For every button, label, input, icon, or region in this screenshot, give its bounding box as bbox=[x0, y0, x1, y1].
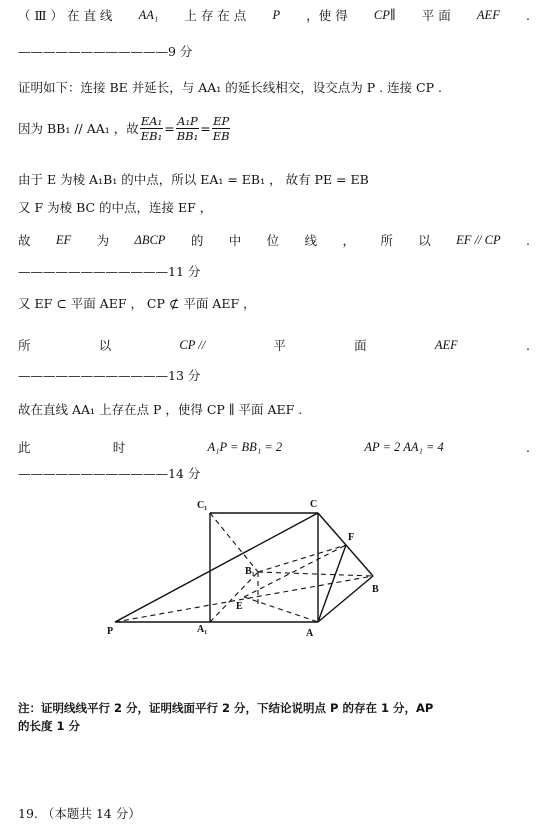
label-b1: B₁ bbox=[245, 566, 255, 577]
line-1-end: . bbox=[526, 7, 530, 23]
word: 面 bbox=[354, 338, 367, 353]
score-label: 11 分 bbox=[168, 264, 201, 279]
connect-ef-line: 又 F 为棱 BC 的中点，连接 EF ， bbox=[18, 200, 213, 215]
line-1-aef: AEF bbox=[476, 7, 500, 22]
word: CP // bbox=[179, 337, 206, 352]
word: 线 bbox=[304, 233, 318, 248]
line-e-a bbox=[244, 597, 318, 622]
score-label: 9 分 bbox=[168, 44, 193, 59]
line-1-plane: 平 面 bbox=[421, 8, 451, 23]
label-c: C bbox=[310, 499, 318, 510]
edge-c-b bbox=[318, 513, 373, 576]
word: AP = 2 AA₁ = 4 bbox=[364, 439, 444, 454]
word: 故 bbox=[18, 233, 31, 248]
word: 所 bbox=[18, 338, 31, 353]
grading-note-2: 的长度 1 分 bbox=[18, 719, 81, 733]
line-1-prefix: （ Ⅲ ） 在 直 线 bbox=[18, 8, 113, 23]
label-c1: C₁ bbox=[197, 500, 208, 511]
word: ΔBCP bbox=[134, 232, 166, 247]
word: 此 bbox=[18, 440, 31, 455]
word: 位 bbox=[266, 233, 280, 248]
label-a: A bbox=[306, 628, 314, 639]
grading-note-1: 注：证明线线平行 2 分，证明线面平行 2 分，下结论说明点 P 的存在 1 分，AP bbox=[18, 701, 434, 715]
label-a1: A₁ bbox=[197, 624, 208, 635]
line-1-mid: 上 存 在 点 bbox=[184, 8, 247, 23]
line-p-c bbox=[115, 513, 318, 622]
label-p: P bbox=[107, 626, 114, 637]
equals-sign: = bbox=[164, 120, 175, 136]
subset-line: 又 EF ⊂ 平面 AEF ， CP ⊄ 平面 AEF ， bbox=[18, 296, 256, 311]
equals-sign: = bbox=[200, 120, 211, 136]
label-f: F bbox=[348, 532, 355, 543]
word: A₁P = BB₁ = 2 bbox=[207, 439, 283, 454]
word: AEF bbox=[434, 337, 458, 352]
word: EF // CP bbox=[456, 232, 501, 247]
word: 平 bbox=[273, 338, 286, 353]
word: EF bbox=[55, 232, 72, 247]
line-e-f bbox=[244, 545, 346, 597]
proof-intro: 证明如下：连接 BE 并延长，与 AA₁ 的延长线相交，设交点为 P . 连接 CP . bbox=[18, 80, 442, 95]
label-e: E bbox=[236, 601, 243, 612]
edge-b1-b bbox=[258, 572, 373, 576]
question-19-header: 19. （本题共 14 分） bbox=[18, 806, 141, 821]
label-b: B bbox=[372, 584, 379, 595]
line-p-b bbox=[115, 576, 373, 622]
word: 中 bbox=[228, 233, 242, 248]
dash-rule: ———————————— bbox=[18, 466, 168, 481]
dash-rule: ———————————— bbox=[18, 368, 168, 383]
fraction-3: $\frac{EP}{EB}$ bbox=[212, 114, 230, 143]
word: ， bbox=[342, 233, 355, 248]
word: 的 bbox=[190, 233, 204, 248]
fraction-2: $\frac{\text{A₁P}}{\text{BB₁}}$ bbox=[176, 114, 199, 143]
edge-a1-b1 bbox=[210, 572, 258, 622]
fraction-1: $\frac{\text{EA₁}}{\text{EB₁}}$ bbox=[140, 114, 163, 143]
line-1-p: P bbox=[272, 7, 281, 22]
edge-c1-b1 bbox=[210, 513, 258, 572]
score-label: 13 分 bbox=[168, 368, 201, 383]
existence-line: 故在直线 AA₁ 上存在点 P ，使得 CP ∥ 平面 AEF . bbox=[18, 402, 303, 417]
dash-rule: ———————————— bbox=[18, 264, 168, 279]
midpoint-line: 由于 E 为棱 A₁B₁ 的中点，所以 EA₁ = EB₁ ， 故有 PE = EB bbox=[18, 172, 369, 187]
word: . bbox=[525, 439, 530, 455]
word: 所 bbox=[380, 233, 393, 248]
word: 时 bbox=[112, 440, 126, 455]
word: 以 bbox=[98, 338, 112, 353]
line-1-aa1: AA₁ bbox=[138, 7, 159, 22]
word: . bbox=[525, 337, 530, 353]
score-label: 14 分 bbox=[168, 466, 201, 481]
ratio-prefix: 因为 BB₁ // AA₁ ，故 bbox=[18, 120, 139, 136]
word: 以 bbox=[418, 233, 431, 248]
word: 为 bbox=[96, 233, 110, 248]
line-1-comma: ，使 得 bbox=[306, 8, 348, 23]
word: . bbox=[526, 232, 530, 248]
line-1-cp: CP∥ bbox=[373, 8, 396, 22]
dash-rule: ———————————— bbox=[18, 44, 168, 59]
